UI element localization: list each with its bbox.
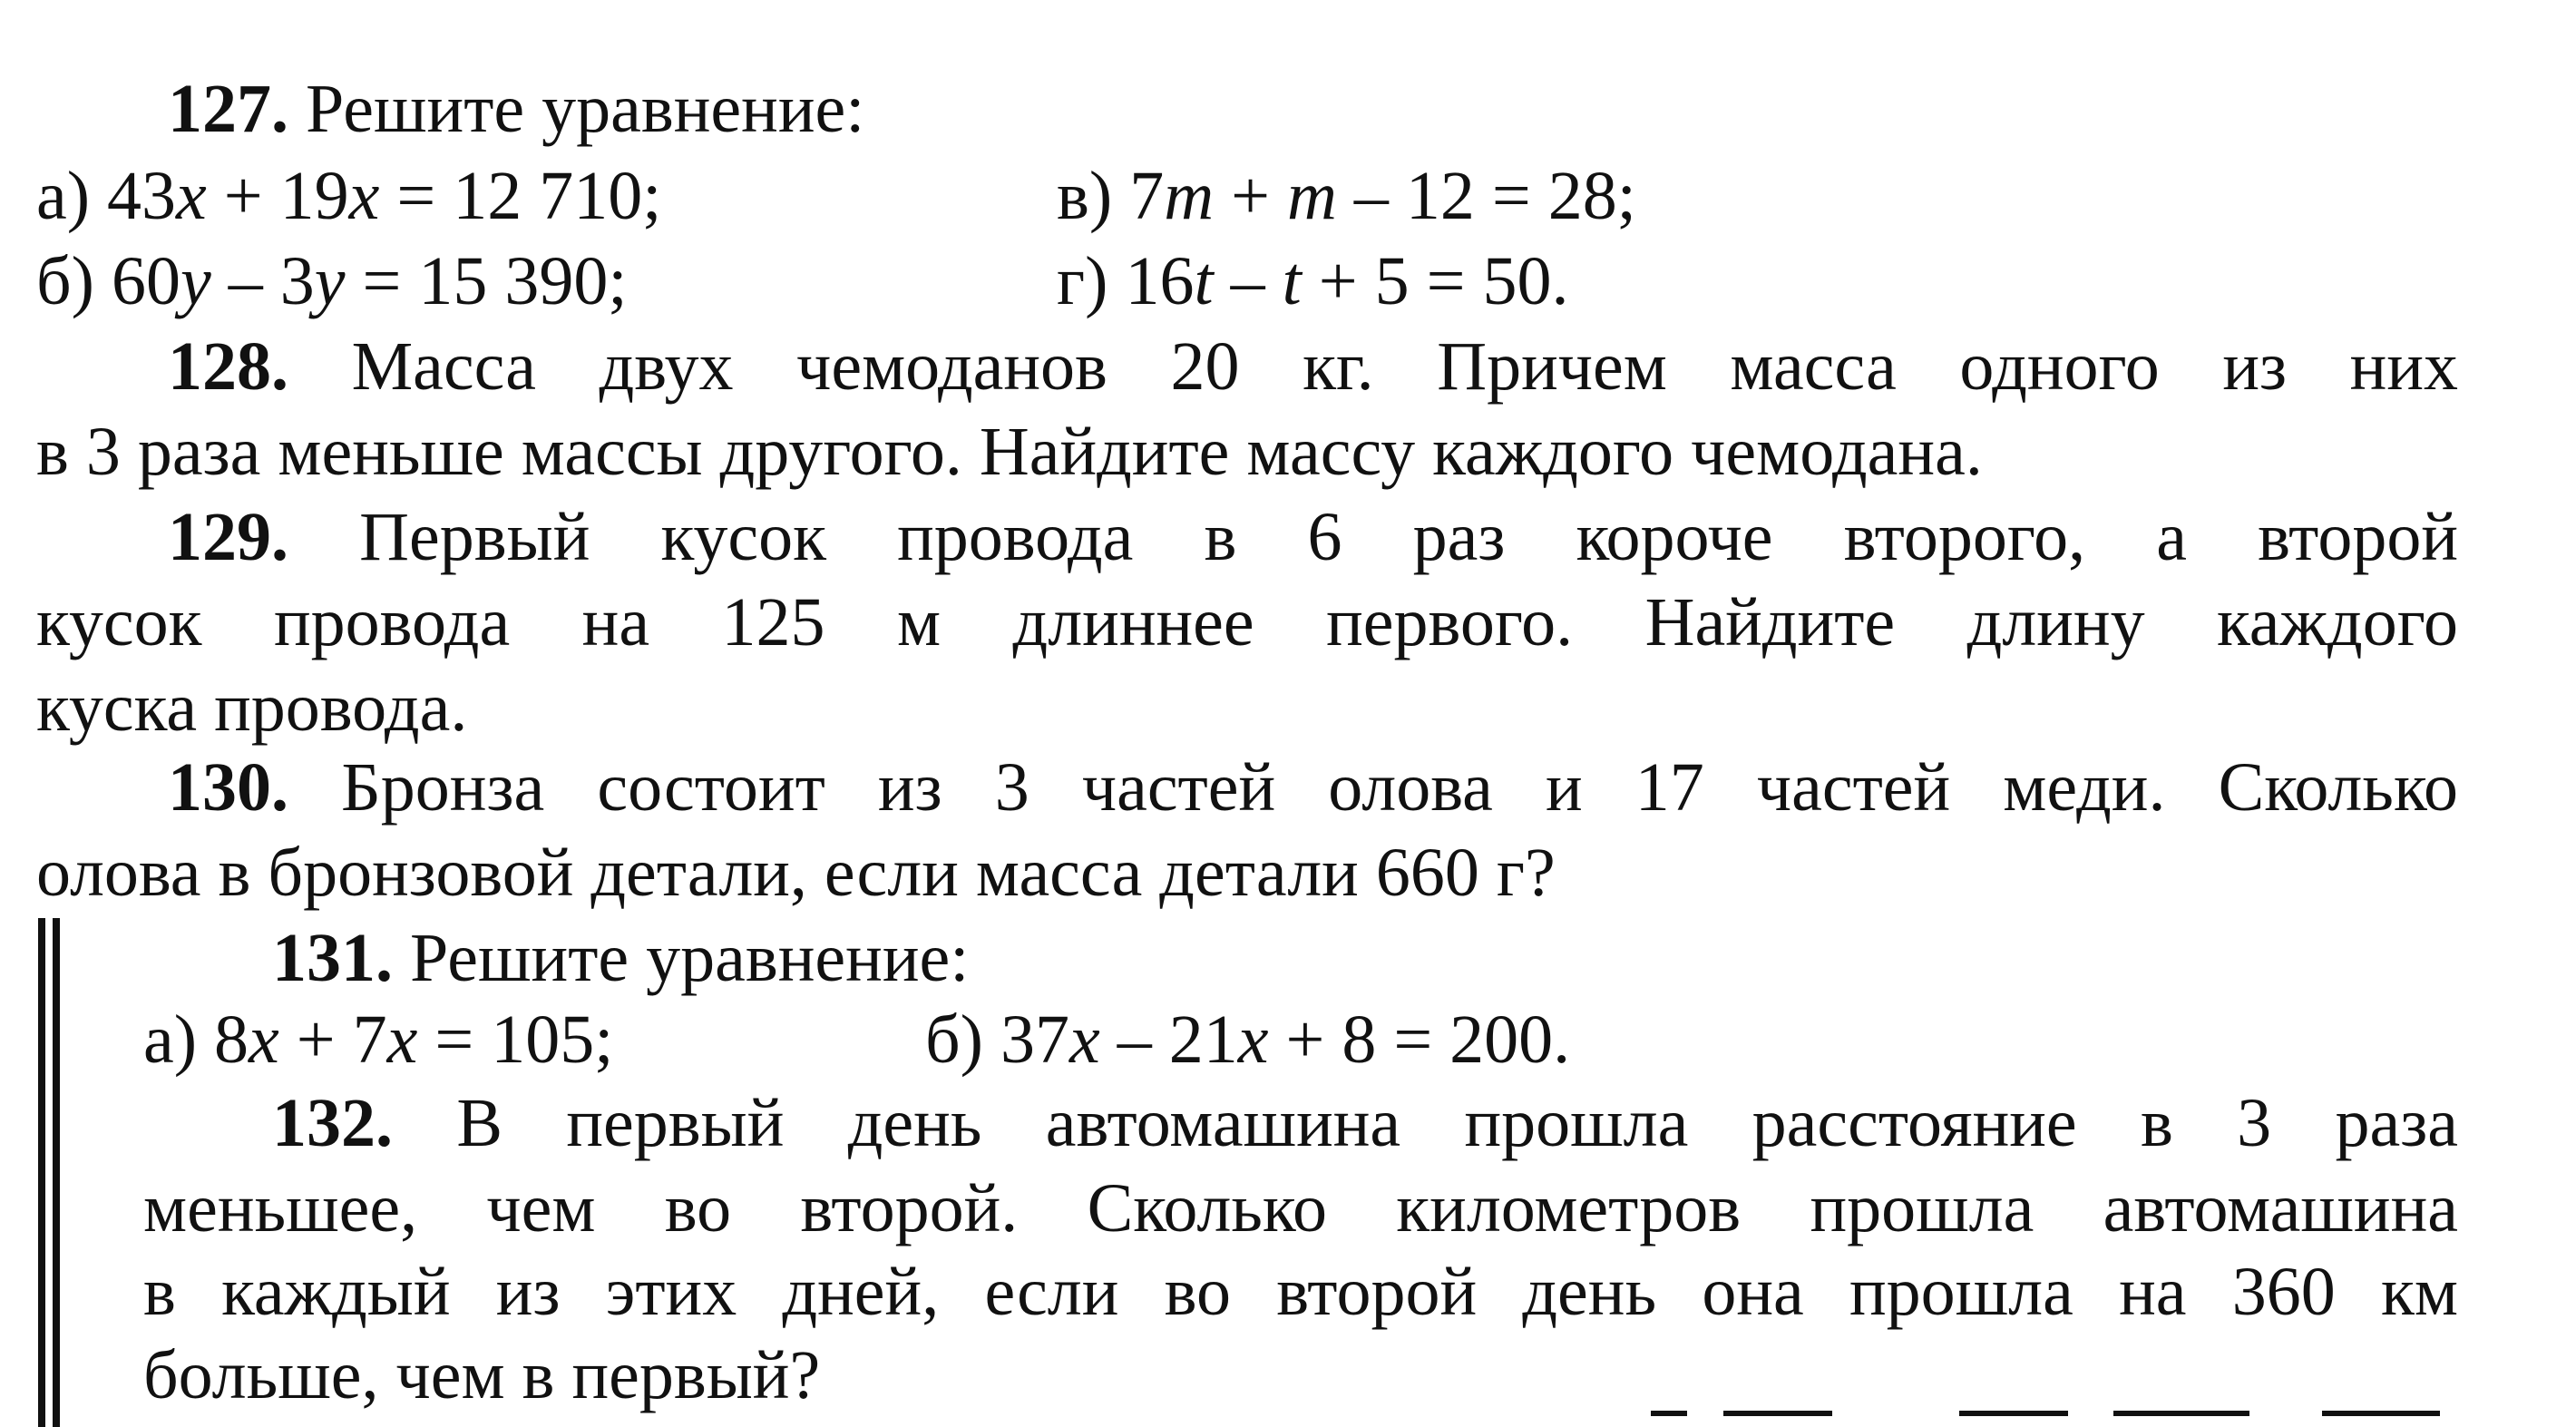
- problem-title: Решите уравнение:: [410, 920, 970, 996]
- problem-128-line-1: [168, 328, 2458, 405]
- problem-number: 131.: [272, 920, 393, 996]
- cutoff-text-fragment: [2322, 1411, 2440, 1416]
- problem-130-line-2: олова в бронзовой детали, если масса детали 660 г?: [36, 835, 1556, 911]
- problem-129-line-3: куска провода.: [36, 670, 468, 746]
- equation-g: [1057, 243, 1569, 319]
- cutoff-text-fragment: [2113, 1411, 2249, 1416]
- equation-b: [925, 1002, 1571, 1078]
- problem-number: 130.: [168, 749, 288, 826]
- problem-129-line-2: кусок провода на 125 м длиннее первого. Найдите длину каждого: [36, 584, 2458, 660]
- equation-text: 8x + 7x = 105;: [214, 1002, 614, 1078]
- equation-text: 43x + 19x = 12 710;: [107, 158, 662, 234]
- item-label: в): [1057, 158, 1113, 234]
- problem-number: 132.: [272, 1085, 393, 1161]
- problem-130-line-1: [168, 749, 2459, 826]
- equation-v: [1057, 158, 1636, 234]
- problem-number: 128.: [168, 328, 288, 405]
- equation-text: 7m + m – 12 = 28;: [1129, 158, 1636, 234]
- problem-132-line-4: больше, чем в первый?: [143, 1337, 821, 1413]
- equation-text: 37x – 21x + 8 = 200.: [1000, 1002, 1571, 1078]
- equation-a: [36, 158, 662, 234]
- equation-a: [143, 1002, 614, 1078]
- problem-132-line-3: в каждый из этих дней, если во второй день она прошла на 360 км: [143, 1254, 2458, 1330]
- item-label: а): [36, 158, 91, 234]
- problem-text: Масса двух чемоданов 20 кг. Причем масса одного из них: [351, 328, 2458, 405]
- item-label: а): [143, 1002, 198, 1078]
- problem-128-line-2: в 3 раза меньше массы другого. Найдите массу каждого чемодана.: [36, 414, 1983, 490]
- cutoff-text-fragment: [1723, 1411, 1832, 1416]
- problem-132-line-1: [272, 1085, 2458, 1161]
- cutoff-text-fragment: [1651, 1411, 1687, 1416]
- equation-text: 16t – t + 5 = 50.: [1125, 243, 1569, 319]
- item-label: г): [1057, 243, 1108, 319]
- equation-b: [36, 243, 628, 319]
- problem-text: Бронза состоит из 3 частей олова и 17 частей меди. Сколько: [341, 749, 2459, 826]
- item-label: б): [36, 243, 94, 319]
- problem-title: Решите уравнение:: [306, 71, 865, 147]
- equation-text: 60y – 3y = 15 390;: [111, 243, 628, 319]
- problem-number: 127.: [168, 71, 288, 147]
- problem-127-heading: [168, 71, 865, 147]
- problem-131-heading: [272, 920, 970, 996]
- margin-bar-left: [38, 918, 45, 1427]
- problem-number: 129.: [168, 499, 288, 575]
- problem-text: Первый кусок провода в 6 раз короче второго, а второй: [359, 499, 2458, 575]
- cutoff-text-fragment: [1959, 1411, 2068, 1416]
- problem-text: В первый день автомашина прошла расстояние в 3 раза: [456, 1085, 2458, 1161]
- problem-129-line-1: [168, 499, 2458, 575]
- margin-bar-right: [53, 918, 60, 1427]
- problem-132-line-2: меньшее, чем во второй. Сколько километров прошла автомашина: [143, 1170, 2458, 1246]
- item-label: б): [925, 1002, 983, 1078]
